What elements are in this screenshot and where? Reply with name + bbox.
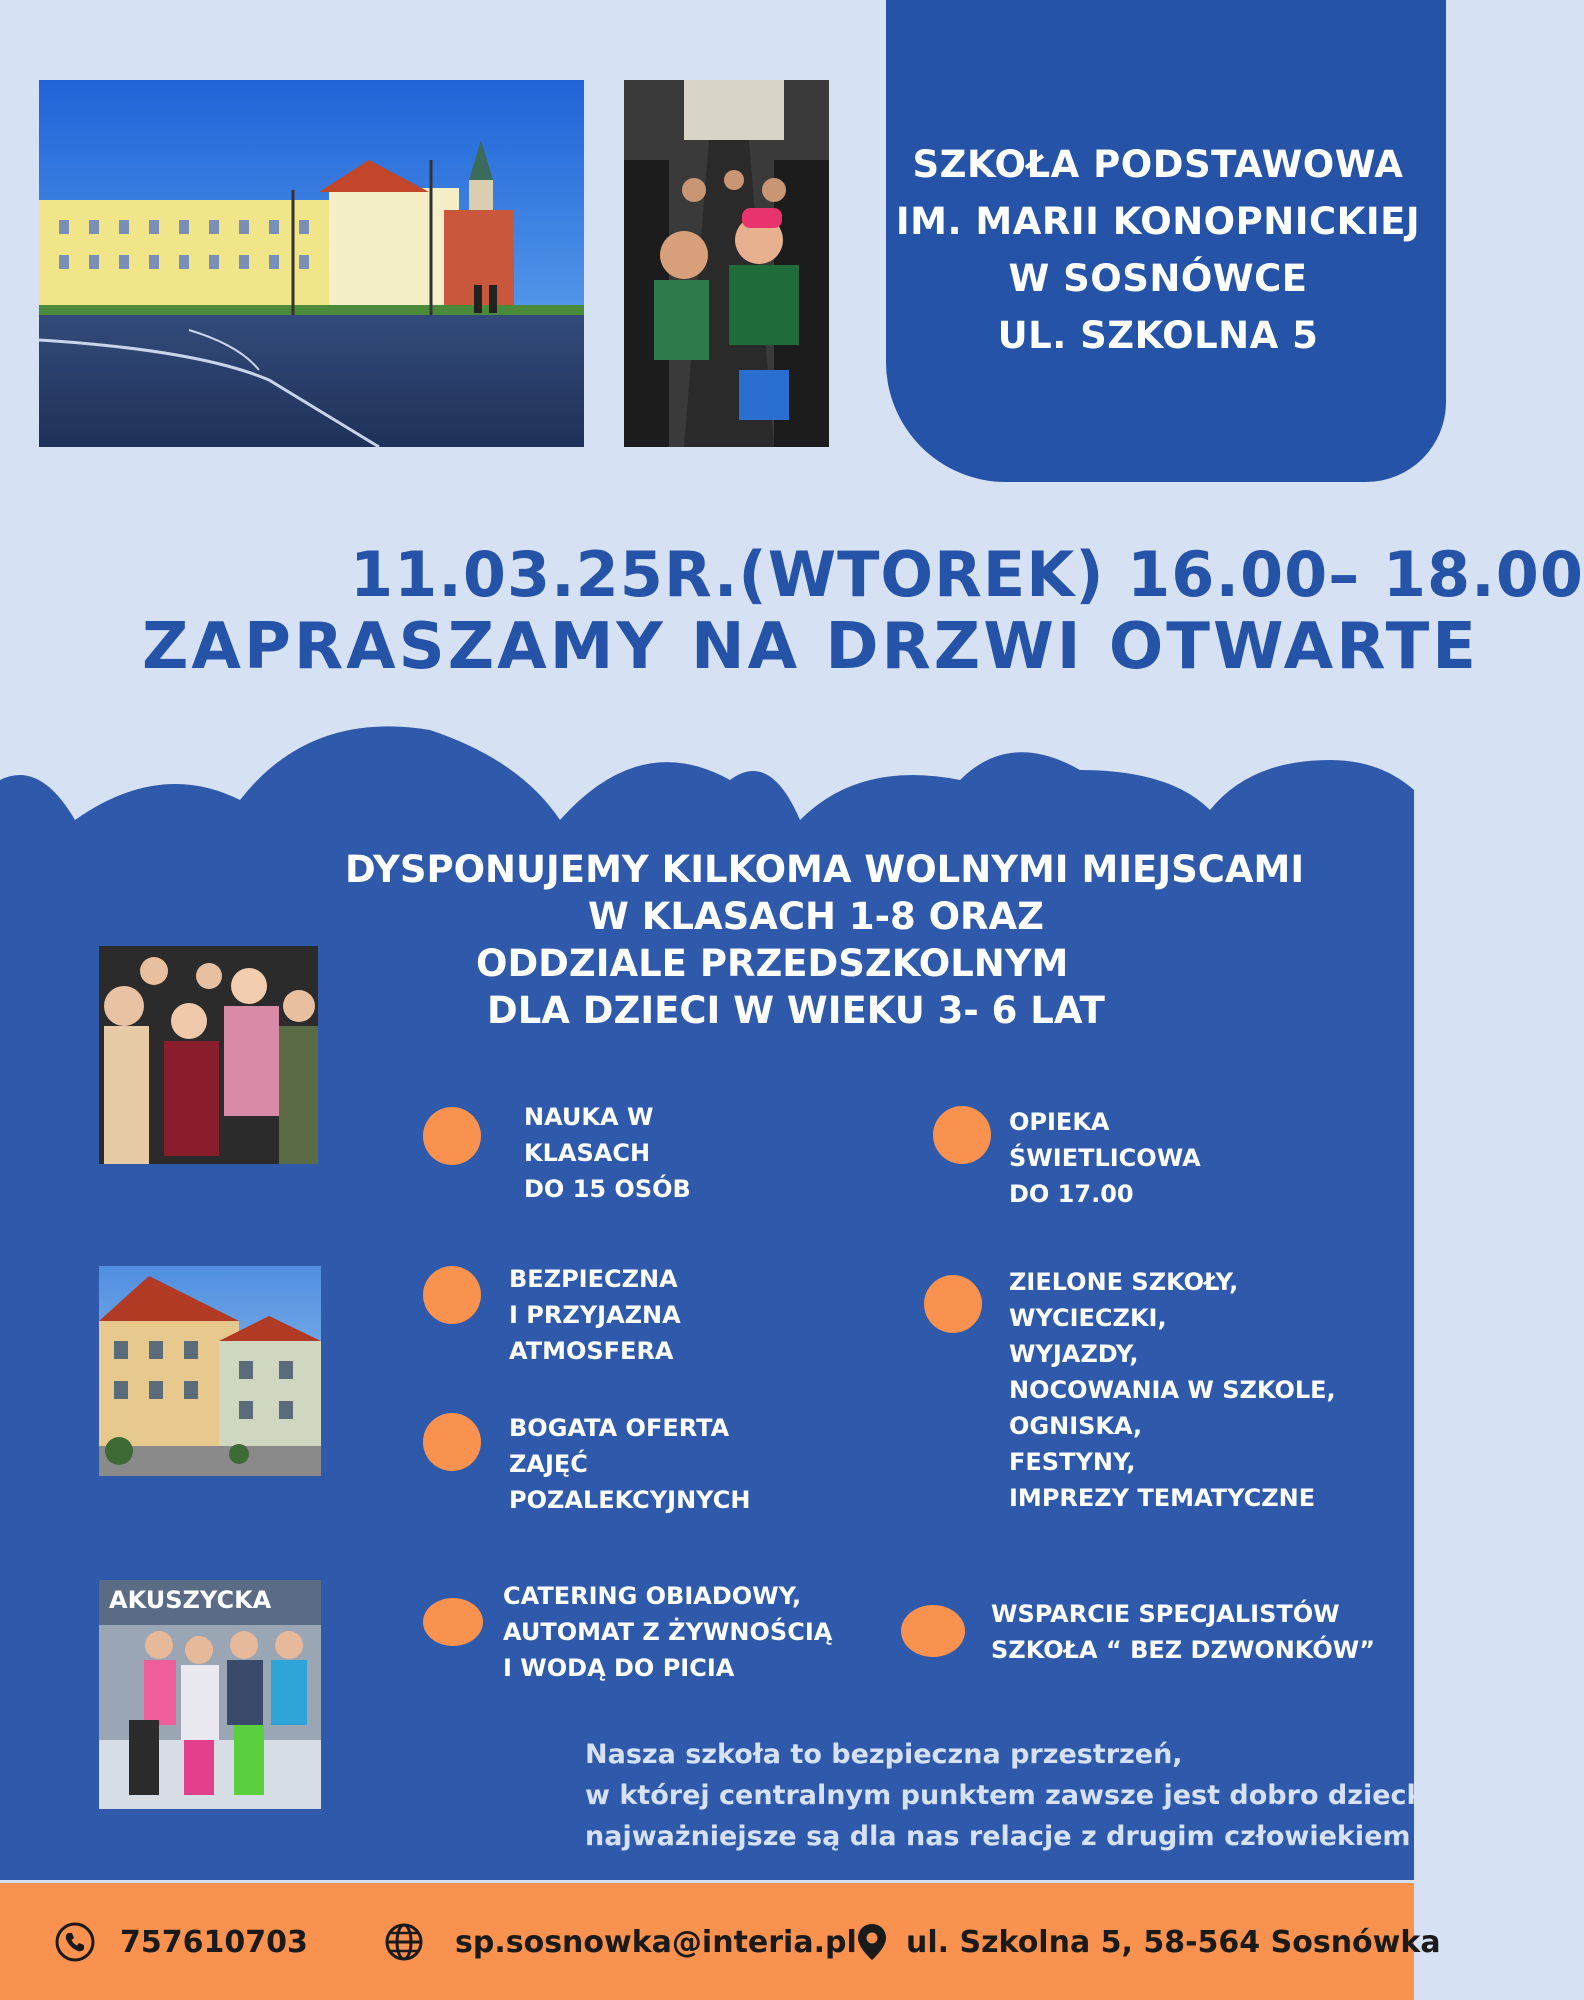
feature-line: ATMOSFERA	[509, 1337, 674, 1365]
photo-bus-trip	[624, 80, 829, 447]
photo-sign-text: AKUSZYCKA	[109, 1586, 272, 1614]
photo-preschool-kids	[99, 946, 318, 1164]
photo-sports-field	[39, 80, 584, 447]
feature-line: WSPARCIE SPECJALISTÓW	[991, 1600, 1340, 1628]
school-name-line-2: IM. MARII KONOPNICKIEJ	[895, 200, 1421, 243]
feature-line: KLASACH	[524, 1139, 651, 1167]
school-address-line: UL. SZKOLNA 5	[997, 314, 1319, 357]
feature-line: DO 15 OSÓB	[524, 1175, 691, 1203]
location-pin-icon	[852, 1922, 892, 1962]
feature-bullet-7	[901, 1605, 965, 1657]
feature-line: BEZPIECZNA	[509, 1265, 678, 1293]
feature-line: OGNISKA,	[1009, 1412, 1143, 1440]
feature-line: DO 17.00	[1009, 1180, 1134, 1208]
school-name-line-1: SZKOŁA PODSTAWOWA	[912, 143, 1404, 186]
feature-catering	[503, 1578, 832, 1686]
motto-line-3: najważniejsze są dla nas relacje z drugim człowiekiem	[585, 1821, 1411, 1852]
contact-address: ul. Szkolna 5, 58-564 Sosnówka	[906, 1925, 1441, 1960]
feature-small-classes	[524, 1099, 691, 1207]
event-date-time: 11.03.25R.(WTOREK) 16.00– 18.00	[350, 538, 1584, 611]
feature-bullet-3	[423, 1266, 481, 1324]
feature-line: NOCOWANIA W SZKOLE,	[1009, 1376, 1336, 1404]
feature-line: SZKOŁA “ BEZ DZWONKÓW”	[991, 1636, 1375, 1664]
feature-line: WYCIECZKI,	[1009, 1304, 1167, 1332]
feature-line: BOGATA OFERTA	[509, 1414, 730, 1442]
feature-bullet-4	[924, 1275, 982, 1333]
contact-email[interactable]: sp.sosnowka@interia.pl	[455, 1925, 857, 1960]
availability-line-4: DLA DZIECI W WIEKU 3- 6 LAT	[487, 989, 1105, 1032]
feature-line: FESTYNY,	[1009, 1448, 1136, 1476]
feature-line: I PRZYJAZNA	[509, 1301, 681, 1329]
feature-line: I WODĄ DO PICIA	[503, 1654, 735, 1682]
feature-line: ŚWIETLICOWA	[1009, 1144, 1201, 1172]
availability-line-1: DYSPONUJEMY KILKOMA WOLNYMI MIEJSCAMI	[345, 848, 1305, 891]
globe-icon	[384, 1922, 424, 1962]
feature-bullet-5	[423, 1413, 481, 1471]
phone-icon	[55, 1922, 95, 1962]
motto-line-1: Nasza szkoła to bezpieczna przestrzeń,	[585, 1739, 1183, 1770]
feature-safe-atmosphere	[509, 1261, 681, 1369]
feature-day-care	[1009, 1104, 1201, 1212]
feature-line: ZAJĘĆ	[509, 1450, 588, 1478]
feature-specialist-support	[991, 1596, 1375, 1668]
feature-line: NAUKA W	[524, 1103, 654, 1131]
feature-line: WYJAZDY,	[1009, 1340, 1139, 1368]
school-name-line-3: W SOSNÓWCE	[1008, 257, 1308, 300]
feature-bullet-6	[423, 1598, 483, 1646]
feature-line: ZIELONE SZKOŁY,	[1009, 1268, 1239, 1296]
availability-line-2: W KLASACH 1-8 ORAZ	[588, 895, 1044, 938]
feature-bullet-1	[423, 1107, 481, 1165]
feature-line: POZALEKCYJNYCH	[509, 1486, 751, 1514]
feature-line: OPIEKA	[1009, 1108, 1110, 1136]
motto-line-2: w której centralnym punktem zawsze jest dobro dziecka,	[585, 1780, 1453, 1811]
feature-extracurricular	[509, 1410, 750, 1518]
feature-trips-events	[1009, 1264, 1336, 1516]
feature-line: IMPREZY TEMATYCZNE	[1009, 1484, 1316, 1512]
feature-bullet-2	[933, 1106, 991, 1164]
feature-line: AUTOMAT Z ŻYWNOŚCIĄ	[503, 1618, 833, 1646]
feature-line: CATERING OBIADOWY,	[503, 1582, 802, 1610]
contact-phone[interactable]: 757610703	[120, 1925, 308, 1960]
photo-school-building	[99, 1266, 321, 1476]
open-day-headline: ZAPRASZAMY NA DRZWI OTWARTE	[142, 610, 1479, 684]
photo-winter-trip	[99, 1580, 321, 1809]
availability-line-3: ODDZIALE PRZEDSZKOLNYM	[476, 942, 1069, 985]
